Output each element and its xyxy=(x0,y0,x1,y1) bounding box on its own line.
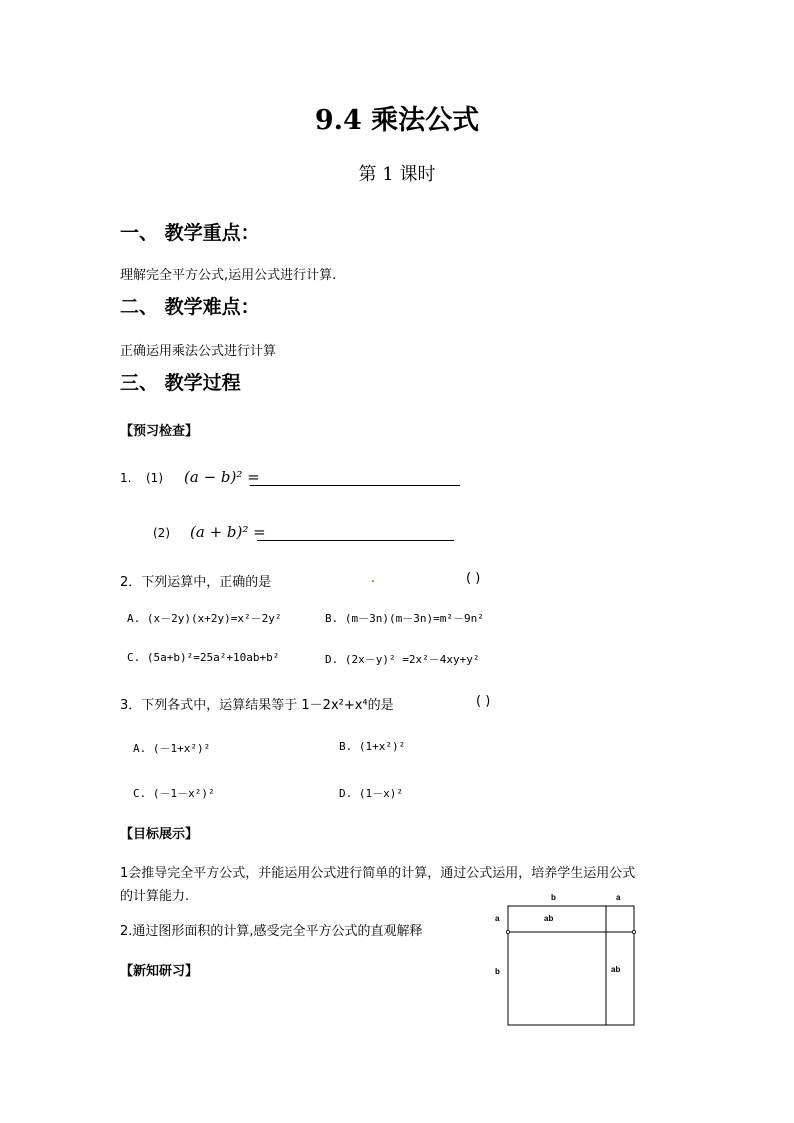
q2-option-c: C. (5a+b)²=25a²+10ab+b² xyxy=(127,651,280,664)
diagram-top-a-label: a xyxy=(616,893,621,902)
q2-option-d: D. (2x－y)² =2x²－4xy+y² xyxy=(325,653,480,666)
q3-option-c: C. (－1－x²)² xyxy=(133,787,215,800)
q2-text: 2．下列运算中，正确的是 xyxy=(120,575,272,590)
q1-part2-label: (2) xyxy=(153,526,170,540)
stray-dot xyxy=(372,580,374,582)
square-area-diagram xyxy=(490,890,650,1040)
difficulties-text: 正确运用乘法公式进行计算 xyxy=(120,344,277,359)
q1-part1-expression: (a − b)² = xyxy=(184,468,260,486)
diagram-top-b-label: b xyxy=(551,893,556,902)
section-heading-difficulties: 二、 教学难点： xyxy=(120,296,260,318)
goals-line-1: 1会推导完全平方公式，并能运用公式进行简单的计算，通过公式运用，培养学生运用公式 xyxy=(120,866,636,881)
section-heading-key-points: 一、 教学重点： xyxy=(120,222,260,244)
q1-part2-answer-line xyxy=(257,540,454,541)
page-subtitle: 第 1 课时 xyxy=(358,164,436,185)
section-heading-process: 三、 教学过程 xyxy=(120,372,241,394)
diagram-left-a-label: a xyxy=(495,914,500,923)
right-junction-dot xyxy=(632,930,635,933)
q1-part1-label: (1) xyxy=(146,471,163,485)
q3-option-a: A. (－1+x²)² xyxy=(133,742,211,755)
q1-part2-expression: (a + b)² = xyxy=(190,523,266,541)
q1-part1-answer-line xyxy=(250,485,460,486)
diagram-cell-ab-right: ab xyxy=(611,965,621,974)
goals-line-2: 的计算能力. xyxy=(120,889,190,904)
diagram-left-b-label: b xyxy=(495,967,500,976)
q3-option-b: B. (1+x²)² xyxy=(339,740,406,753)
q2-answer-paren: ( ) xyxy=(466,571,481,586)
q3-option-d: D. (1－x)² xyxy=(339,787,403,800)
key-points-text: 理解完全平方公式,运用公式进行计算. xyxy=(120,268,337,283)
page-title: 9.4 乘法公式 xyxy=(314,105,480,136)
q2-option-b: B. (m－3n)(m－3n)=m²－9n² xyxy=(325,612,484,625)
q1-number: 1. xyxy=(120,471,132,485)
diagram-cell-ab-top: ab xyxy=(544,914,554,923)
goals-line-3: 2.通过图形面积的计算,感受完全平方公式的直观解释 xyxy=(120,924,423,939)
q3-answer-paren: ( ) xyxy=(476,694,491,709)
q3-text: 3．下列各式中，运算结果等于 1－2x²+x⁴的是 xyxy=(120,698,394,713)
q2-option-a: A. (x－2y)(x+2y)=x²－2y² xyxy=(127,612,282,625)
goals-label: 【目标展示】 xyxy=(120,827,199,842)
new-study-label: 【新知研习】 xyxy=(120,964,199,979)
left-junction-dot xyxy=(506,930,509,933)
preview-label: 【预习检查】 xyxy=(120,424,199,439)
